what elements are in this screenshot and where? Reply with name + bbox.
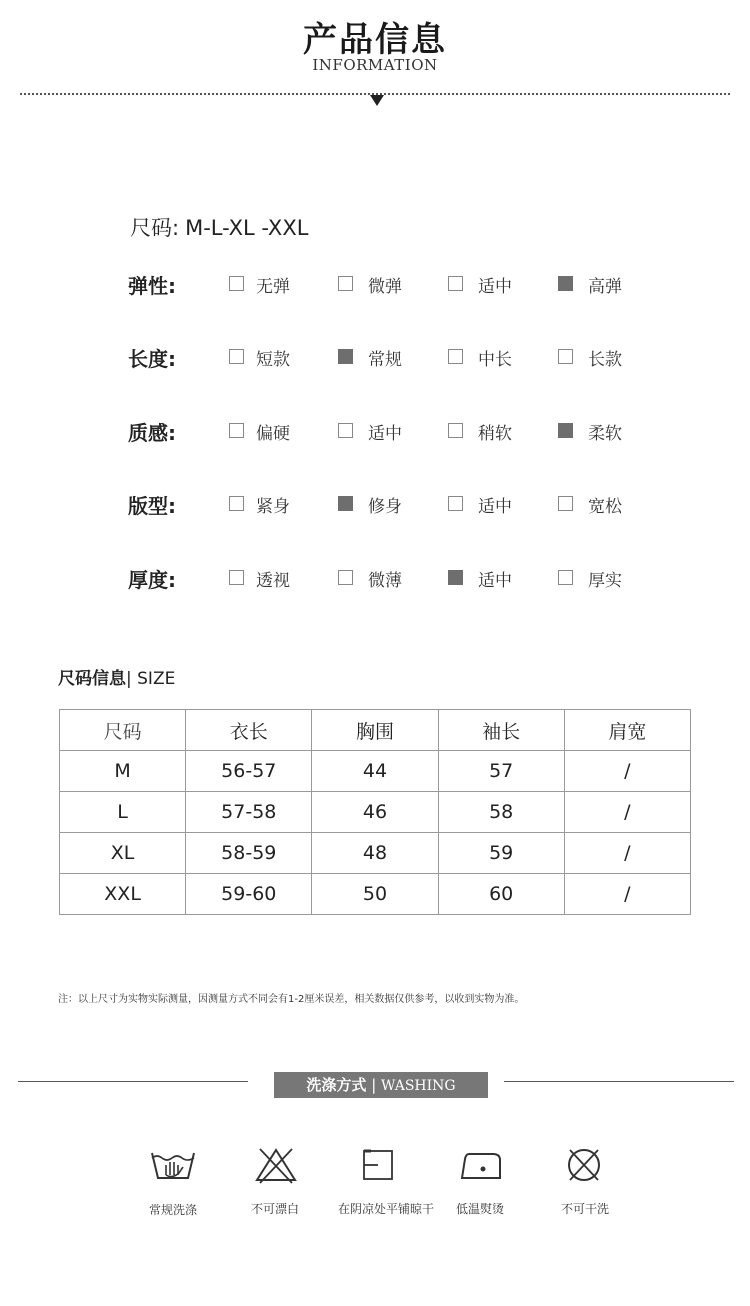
table-cell: 58: [438, 792, 564, 833]
wash-label-no-bleach: 不可漂白: [250, 1202, 299, 1216]
attribute-option-label: 稍软: [478, 424, 512, 444]
checkbox-unchecked: [229, 349, 244, 364]
washing-title-sep: |: [371, 1076, 377, 1094]
checkbox-unchecked: [229, 423, 244, 438]
size-summary-label: 尺码:: [130, 216, 180, 240]
table-cell: /: [564, 874, 690, 915]
attribute-option-label: 长款: [588, 350, 622, 370]
attribute-option-label: 适中: [368, 424, 402, 444]
checkbox-checked: [558, 276, 573, 291]
attribute-option-label: 适中: [478, 277, 512, 297]
attribute-label: 厚度:: [128, 568, 176, 592]
attribute-option-label: 常规: [368, 350, 402, 370]
table-cell: 57: [438, 751, 564, 792]
page-title: 产品信息: [303, 20, 447, 60]
hand-wash-icon: [149, 1145, 197, 1185]
size-info-title-cn: 尺码信息: [58, 669, 126, 689]
checkbox-checked: [338, 496, 353, 511]
size-info-title: [58, 664, 175, 689]
checkbox-checked: [338, 349, 353, 364]
checkbox-checked: [558, 423, 573, 438]
header-cell: 尺码: [60, 710, 186, 751]
checkbox-unchecked: [229, 496, 244, 511]
header-cell: 衣长: [186, 710, 312, 751]
checkbox-unchecked: [338, 423, 353, 438]
table-row: [60, 874, 691, 915]
attribute-option-label: 适中: [478, 497, 512, 517]
table-cell: L: [60, 792, 186, 833]
attribute-option-label: 微薄: [368, 571, 402, 591]
no-bleach-icon: [252, 1145, 300, 1185]
attribute-option-label: 紧身: [256, 497, 290, 517]
attribute-label: 质感:: [128, 421, 176, 445]
attribute-option-label: 厚实: [588, 571, 622, 591]
no-dry-clean-icon: [560, 1145, 608, 1185]
attribute-option-label: 微弹: [368, 277, 402, 297]
attribute-option-label: 适中: [478, 571, 512, 591]
washing-title-cn: 洗涤方式: [306, 1076, 367, 1094]
table-cell: XL: [60, 833, 186, 874]
wash-label-no-dry-clean: 不可干洗: [560, 1202, 609, 1216]
table-cell: 48: [312, 833, 438, 874]
checkbox-unchecked: [558, 349, 573, 364]
down-arrow-icon: [370, 95, 384, 106]
checkbox-unchecked: [338, 570, 353, 585]
checkbox-unchecked: [448, 276, 463, 291]
checkbox-unchecked: [558, 570, 573, 585]
checkbox-checked: [448, 570, 463, 585]
table-cell: /: [564, 751, 690, 792]
wash-label-shade-dry: 在阴凉处平铺晾干: [337, 1202, 434, 1216]
attribute-option-label: 柔软: [588, 424, 622, 444]
attribute-option-label: 高弹: [588, 277, 622, 297]
low-iron-icon: [457, 1145, 505, 1185]
table-cell: 59-60: [186, 874, 312, 915]
washing-title: [274, 1072, 488, 1098]
table-cell: XXL: [60, 874, 186, 915]
attribute-option-label: 无弹: [256, 277, 290, 297]
table-cell: 59: [438, 833, 564, 874]
table-row: [60, 833, 691, 874]
size-info-title-sep: |: [126, 669, 132, 689]
size-table: [59, 709, 691, 915]
size-table-header: [60, 710, 691, 751]
attribute-option-label: 中长: [478, 350, 512, 370]
divider-left: [18, 1081, 248, 1082]
header-cell: 肩宽: [564, 710, 690, 751]
table-cell: 57-58: [186, 792, 312, 833]
attribute-option-label: 宽松: [588, 497, 622, 517]
checkbox-unchecked: [448, 496, 463, 511]
attribute-label: 弹性:: [128, 274, 176, 298]
wash-label-hand-wash: 常规洗涤: [148, 1203, 197, 1217]
attribute-option-label: 修身: [368, 497, 402, 517]
divider-right: [504, 1081, 734, 1082]
attribute-label: 长度:: [128, 347, 176, 371]
attribute-option-label: 透视: [256, 571, 290, 591]
table-cell: 60: [438, 874, 564, 915]
wash-label-low-iron: 低温熨烫: [455, 1202, 504, 1216]
header-cell: 袖长: [438, 710, 564, 751]
table-cell: /: [564, 792, 690, 833]
table-cell: M: [60, 751, 186, 792]
checkbox-unchecked: [338, 276, 353, 291]
checkbox-unchecked: [448, 423, 463, 438]
table-row: [60, 792, 691, 833]
table-cell: 58-59: [186, 833, 312, 874]
table-cell: 44: [312, 751, 438, 792]
table-cell: 50: [312, 874, 438, 915]
checkbox-unchecked: [229, 570, 244, 585]
table-row: [60, 751, 691, 792]
attribute-option-label: 短款: [256, 350, 290, 370]
header-cell: 胸围: [312, 710, 438, 751]
size-summary: [130, 212, 308, 242]
attribute-label: 版型:: [128, 494, 176, 518]
checkbox-unchecked: [558, 496, 573, 511]
table-cell: 46: [312, 792, 438, 833]
size-info-title-en: SIZE: [137, 669, 176, 689]
attribute-option-label: 偏硬: [256, 424, 290, 444]
checkbox-unchecked: [229, 276, 244, 291]
page-subtitle: INFORMATION: [312, 56, 438, 74]
table-cell: 56-57: [186, 751, 312, 792]
size-summary-value: M-L-XL -XXL: [185, 216, 309, 240]
shade-dry-flat-icon: [354, 1145, 402, 1185]
checkbox-unchecked: [448, 349, 463, 364]
measurement-note: 注：以上尺寸为实物实际测量，因测量方式不同会有1-2厘米误差，相关数据仅供参考，以收到实物为准。: [58, 994, 525, 1005]
table-cell: /: [564, 833, 690, 874]
washing-title-en: WASHING: [381, 1078, 456, 1094]
